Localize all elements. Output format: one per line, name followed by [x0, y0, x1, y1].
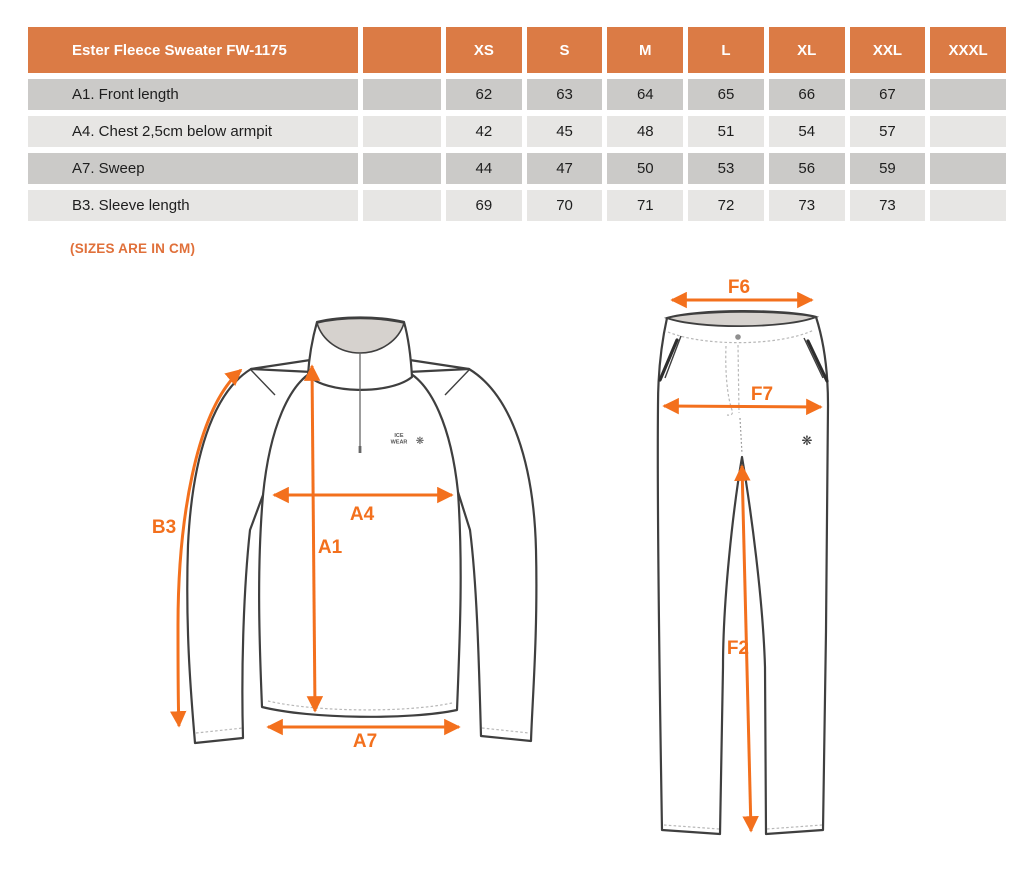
- value-cell: 47: [527, 153, 603, 184]
- value-cell: [930, 190, 1006, 221]
- row-spacer-cell: [363, 153, 441, 184]
- f2-label: F2: [726, 638, 749, 659]
- size-table: [28, 27, 1006, 221]
- b3-label: B3: [151, 517, 177, 538]
- table-title: Ester Fleece Sweater FW-1175: [28, 27, 358, 73]
- value-cell: 44: [446, 153, 522, 184]
- row-label: A7. Sweep: [28, 153, 358, 184]
- value-cell: 45: [527, 116, 603, 147]
- size-header-l: L: [688, 27, 764, 73]
- value-cell: 59: [850, 153, 926, 184]
- waist-button: [735, 334, 741, 340]
- row-label: A4. Chest 2,5cm below armpit: [28, 116, 358, 147]
- logo-text-line1: ICE: [394, 433, 404, 439]
- size-header-m: M: [607, 27, 683, 73]
- sizes-note: (SIZES ARE IN CM): [70, 241, 196, 256]
- header-spacer-cell: [363, 27, 441, 73]
- row-spacer-cell: [363, 79, 441, 110]
- size-header-xxxl: XXXL: [930, 27, 1006, 73]
- value-cell: 57: [850, 116, 926, 147]
- f7-arrow: [664, 406, 821, 407]
- size-header-s: S: [527, 27, 603, 73]
- value-cell: 73: [850, 190, 926, 221]
- value-cell: 72: [688, 190, 764, 221]
- size-header-xl: XL: [769, 27, 845, 73]
- value-cell: 69: [446, 190, 522, 221]
- value-cell: 70: [527, 190, 603, 221]
- logo-text-line2: WEAR: [390, 439, 408, 446]
- a1-label: A1: [317, 537, 343, 558]
- value-cell: 51: [688, 116, 764, 147]
- value-cell: 53: [688, 153, 764, 184]
- f6-label: F6: [727, 277, 751, 298]
- row-label: A1. Front length: [28, 79, 358, 110]
- size-header-xs: XS: [446, 27, 522, 73]
- a4-label: A4: [349, 504, 375, 525]
- row-spacer-cell: [363, 116, 441, 147]
- pants-diagram: [635, 270, 855, 850]
- value-cell: 48: [607, 116, 683, 147]
- value-cell: 64: [607, 79, 683, 110]
- zipper-pull: [359, 446, 362, 453]
- value-cell: [930, 116, 1006, 147]
- size-header-xxl: XXL: [850, 27, 926, 73]
- value-cell: 62: [446, 79, 522, 110]
- value-cell: 56: [769, 153, 845, 184]
- snowflake-icon: ❋: [415, 436, 425, 447]
- value-cell: [930, 79, 1006, 110]
- snowflake-icon: ❋: [801, 433, 813, 448]
- value-cell: 65: [688, 79, 764, 110]
- pants-body: [658, 311, 828, 834]
- a7-label: A7: [352, 731, 378, 752]
- value-cell: 66: [769, 79, 845, 110]
- value-cell: 71: [607, 190, 683, 221]
- value-cell: 54: [769, 116, 845, 147]
- value-cell: 50: [607, 153, 683, 184]
- value-cell: 42: [446, 116, 522, 147]
- row-label: B3. Sleeve length: [28, 190, 358, 221]
- f7-label: F7: [750, 384, 774, 405]
- value-cell: 67: [850, 79, 926, 110]
- sweater-diagram: [140, 295, 540, 775]
- value-cell: 73: [769, 190, 845, 221]
- value-cell: [930, 153, 1006, 184]
- row-spacer-cell: [363, 190, 441, 221]
- value-cell: 63: [527, 79, 603, 110]
